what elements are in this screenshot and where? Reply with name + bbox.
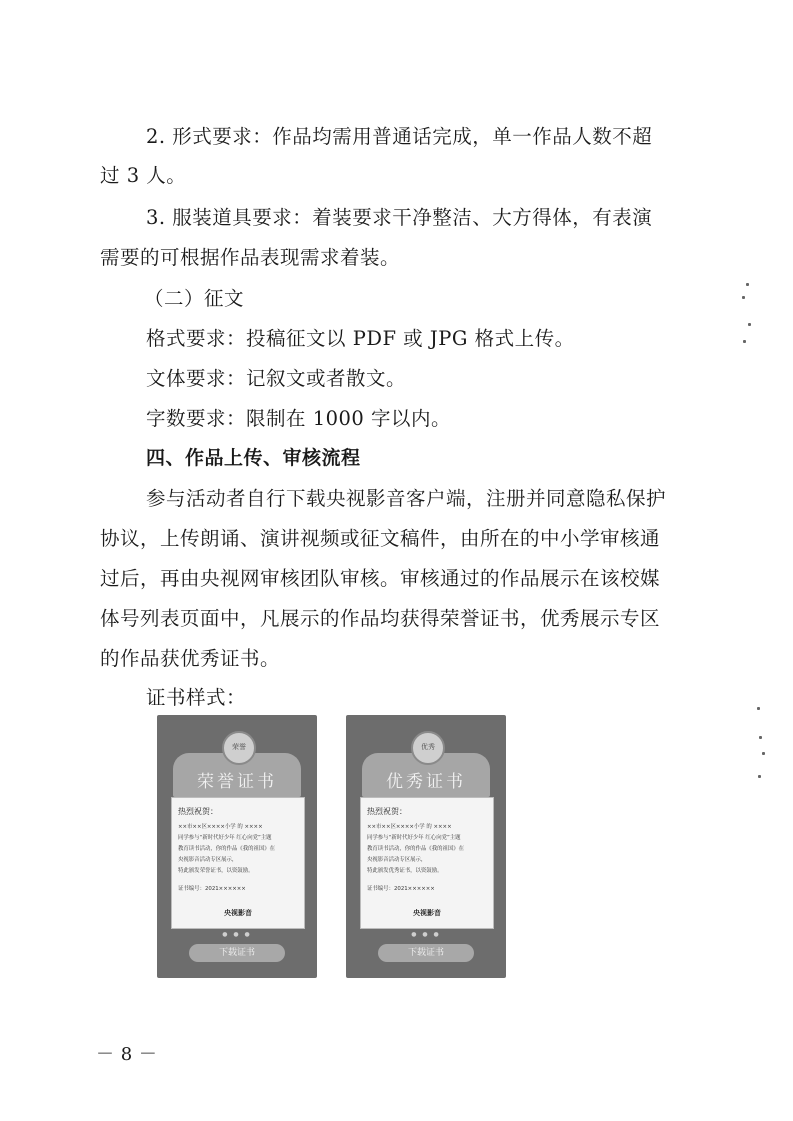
wordcount-requirement: 字数要求：限制在 1000 字以内。	[146, 407, 452, 430]
certificate-number: 证书编号：2021××××××	[178, 886, 246, 892]
section4-line: 协议，上传朗诵、演讲视频或征文稿件，由所在的中小学审核通	[100, 527, 661, 550]
section4-heading: 四、作品上传、审核流程	[146, 447, 361, 469]
scan-speck	[762, 752, 765, 755]
scan-speck	[743, 340, 746, 343]
section4-line: 的作品获优秀证书。	[100, 647, 281, 670]
medal-label: 优秀	[421, 743, 435, 751]
pagination-dots: ● ● ●	[411, 931, 441, 938]
honor-certificate-image	[157, 715, 317, 978]
certificate-text-line: 央视影音活动专区展示，	[367, 857, 427, 863]
section4-line: 参与活动者自行下载央视影音客户端，注册并同意隐私保护	[146, 487, 667, 510]
medal-icon	[411, 731, 445, 765]
certificate-text-line: 特此颁发荣誉证书，以资鼓励。	[178, 868, 254, 874]
excellence-certificate-image	[346, 715, 506, 978]
form-requirement-line2: 过 3 人。	[100, 164, 187, 187]
certificate-sample-label: 证书样式：	[146, 686, 247, 709]
format-requirement: 格式要求：投稿征文以 PDF 或 JPG 格式上传。	[146, 327, 575, 350]
scan-speck	[757, 707, 760, 710]
pagination-dots: ● ● ●	[222, 931, 252, 938]
section4-line: 过后，再由央视网审核团队审核。审核通过的作品展示在该校媒	[100, 567, 661, 590]
certificate-text-line: 同学参与“新时代好少年 红心向党”主题	[367, 835, 461, 841]
certificate-text-line: 教育读书活动，你的作品《我的祖国》在	[367, 846, 465, 852]
medal-label: 荣誉	[232, 743, 246, 751]
page-number: － 8 －	[96, 1044, 158, 1065]
costume-requirement-line2: 需要的可根据作品表现需求着装。	[100, 246, 401, 269]
costume-requirement-line1: 3. 服装道具要求：着装要求干净整洁、大方得体，有表演	[146, 206, 653, 229]
certificate-text-line: 央视影音活动专区展示，	[178, 857, 238, 863]
scan-speck	[759, 736, 762, 739]
certificate-number: 证书编号：2021××××××	[367, 886, 435, 892]
medal-icon	[222, 731, 256, 765]
download-certificate-button: 下载证书	[378, 944, 474, 962]
certificate-text-line: ××市××区××××小学 的 ××××	[367, 824, 452, 830]
scan-speck	[746, 283, 749, 286]
cctv-app-logo: 央视影音	[224, 909, 252, 917]
download-certificate-button: 下载证书	[189, 944, 285, 962]
genre-requirement: 文体要求：记叙文或者散文。	[146, 367, 407, 390]
scan-speck	[742, 296, 745, 299]
certificate-paper	[171, 797, 305, 929]
scan-speck	[758, 775, 761, 778]
certificate-title: 优秀证书	[386, 772, 466, 792]
certificate-text-line: 教育读书活动，你的作品《我的祖国》在	[178, 846, 276, 852]
certificate-greeting: 热烈祝贺：	[367, 807, 407, 816]
section4-line: 体号列表页面中，凡展示的作品均获得荣誉证书，优秀展示专区	[100, 607, 661, 630]
certificate-title: 荣誉证书	[197, 772, 277, 792]
certificate-text-line: ××市××区××××小学 的 ××××	[178, 824, 263, 830]
certificate-text-line: 特此颁发优秀证书，以资鼓励。	[367, 868, 443, 874]
certificate-paper	[360, 797, 494, 929]
certificate-text-line: 同学参与“新时代好少年 红心向党”主题	[178, 835, 272, 841]
certificate-greeting: 热烈祝贺：	[178, 807, 218, 816]
cctv-app-logo: 央视影音	[413, 909, 441, 917]
form-requirement-line1: 2. 形式要求：作品均需用普通话完成，单一作品人数不超	[146, 125, 653, 148]
essay-subheading: （二）征文	[144, 287, 245, 310]
scan-speck	[748, 323, 751, 326]
